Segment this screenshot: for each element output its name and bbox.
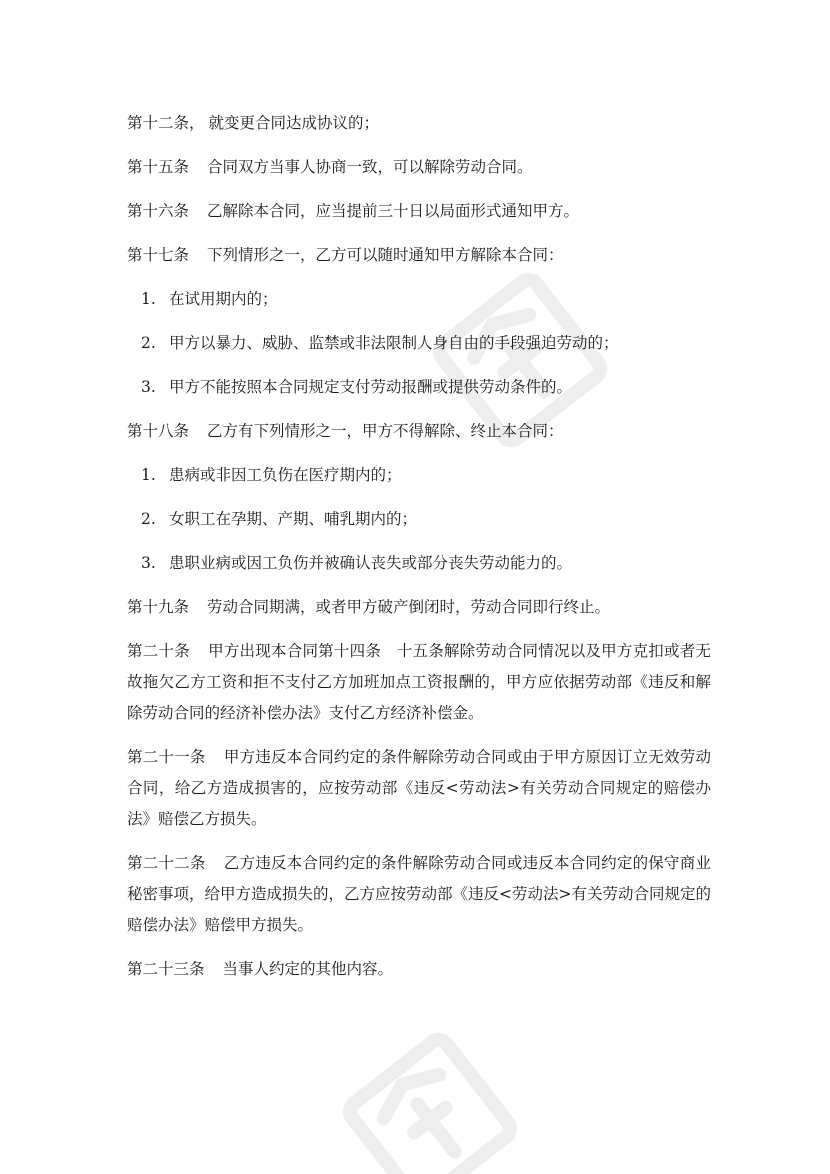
- clause-number: 第二十三条: [127, 960, 205, 978]
- clause-text: 甲方出现本合同第十四条 十五条解除劳动合同情况以及甲方克扣或者无故拖欠乙方工资和拒不支付乙方加班加点工资报酬的，甲方应依据劳动部《违反和解除劳动合同的经济补偿办法》支付乙方经济补偿金。: [127, 642, 711, 722]
- clause-number: 第十八条: [127, 422, 190, 440]
- list-item-text: 女职工在孕期、产期、哺乳期内的；: [169, 510, 418, 528]
- list-item: [127, 460, 711, 491]
- list-item: [127, 284, 711, 315]
- clause-paragraph: [127, 954, 711, 985]
- list-item: [127, 504, 711, 535]
- list-item: [127, 372, 711, 403]
- clause-number: 第十五条: [127, 158, 190, 176]
- clause-number: 第二十二条: [127, 854, 206, 872]
- clause-text: 合同双方当事人协商一致，可以解除劳动合同。: [207, 158, 533, 176]
- clause-number: 第二十一条: [127, 748, 206, 766]
- list-item-text: 甲方以暴力、威胁、监禁或非法限制人身自由的手段强迫劳动的；: [169, 334, 619, 352]
- clause-paragraph: [127, 742, 711, 835]
- clause-text: 乙方违反本合同约定的条件解除劳动合同或违反本合同约定的保守商业秘密事项，给甲方造成损失的，乙方应按劳动部《违反<劳动法>有关劳动合同规定的赔偿办法》赔偿甲方损失。: [127, 854, 711, 934]
- list-item-text: 患职业病或因工负伤并被确认丧失或部分丧失劳动能力的。: [169, 554, 573, 572]
- list-item: [127, 548, 711, 579]
- clause-text: 下列情形之一，乙方可以随时通知甲方解除本合同：: [207, 246, 564, 264]
- list-item: [127, 328, 711, 359]
- list-item-text: 甲方不能按照本合同规定支付劳动报酬或提供劳动条件的。: [169, 378, 573, 396]
- document-body: [127, 108, 711, 998]
- list-item-number: 3.: [141, 554, 156, 572]
- list-item-text: 在试用期内的；: [169, 290, 278, 308]
- list-item-text: 患病或非因工负伤在医疗期内的；: [169, 466, 402, 484]
- clause-text: 就变更合同达成协议的；: [208, 114, 380, 132]
- clause-paragraph: [127, 592, 711, 623]
- clause-paragraph: [127, 240, 711, 271]
- list-item-number: 3.: [141, 378, 156, 396]
- clause-text: 乙解除本合同，应当提前三十日以局面形式通知甲方。: [207, 202, 580, 220]
- list-item-number: 2.: [141, 334, 156, 352]
- clause-paragraph: [127, 416, 711, 447]
- clause-text: 当事人约定的其他内容。: [222, 960, 394, 978]
- clause-text: 劳动合同期满，或者甲方破产倒闭时，劳动合同即行终止。: [207, 598, 611, 616]
- clause-number: 第十九条: [127, 598, 190, 616]
- clause-number: 第十七条: [127, 246, 190, 264]
- clause-paragraph: [127, 196, 711, 227]
- clause-text: 乙方有下列情形之一，甲方不得解除、终止本合同：: [207, 422, 564, 440]
- list-item-number: 2.: [141, 510, 156, 528]
- clause-number: 第十二条，: [127, 114, 205, 132]
- clause-text: 甲方违反本合同约定的条件解除劳动合同或由于甲方原因订立无效劳动合同，给乙方造成损害的，应按劳动部《违反<劳动法>有关劳动合同规定的赔偿办法》赔偿乙方损失。: [127, 748, 711, 828]
- clause-number: 第二十条: [127, 642, 190, 660]
- clause-number: 第十六条: [127, 202, 190, 220]
- clause-paragraph: [127, 636, 711, 729]
- clause-paragraph: [127, 108, 711, 139]
- list-item-number: 1.: [141, 466, 156, 484]
- watermark-mark-lower: [346, 1036, 514, 1174]
- clause-paragraph: [127, 848, 711, 941]
- clause-paragraph: [127, 152, 711, 183]
- list-item-number: 1.: [141, 290, 156, 308]
